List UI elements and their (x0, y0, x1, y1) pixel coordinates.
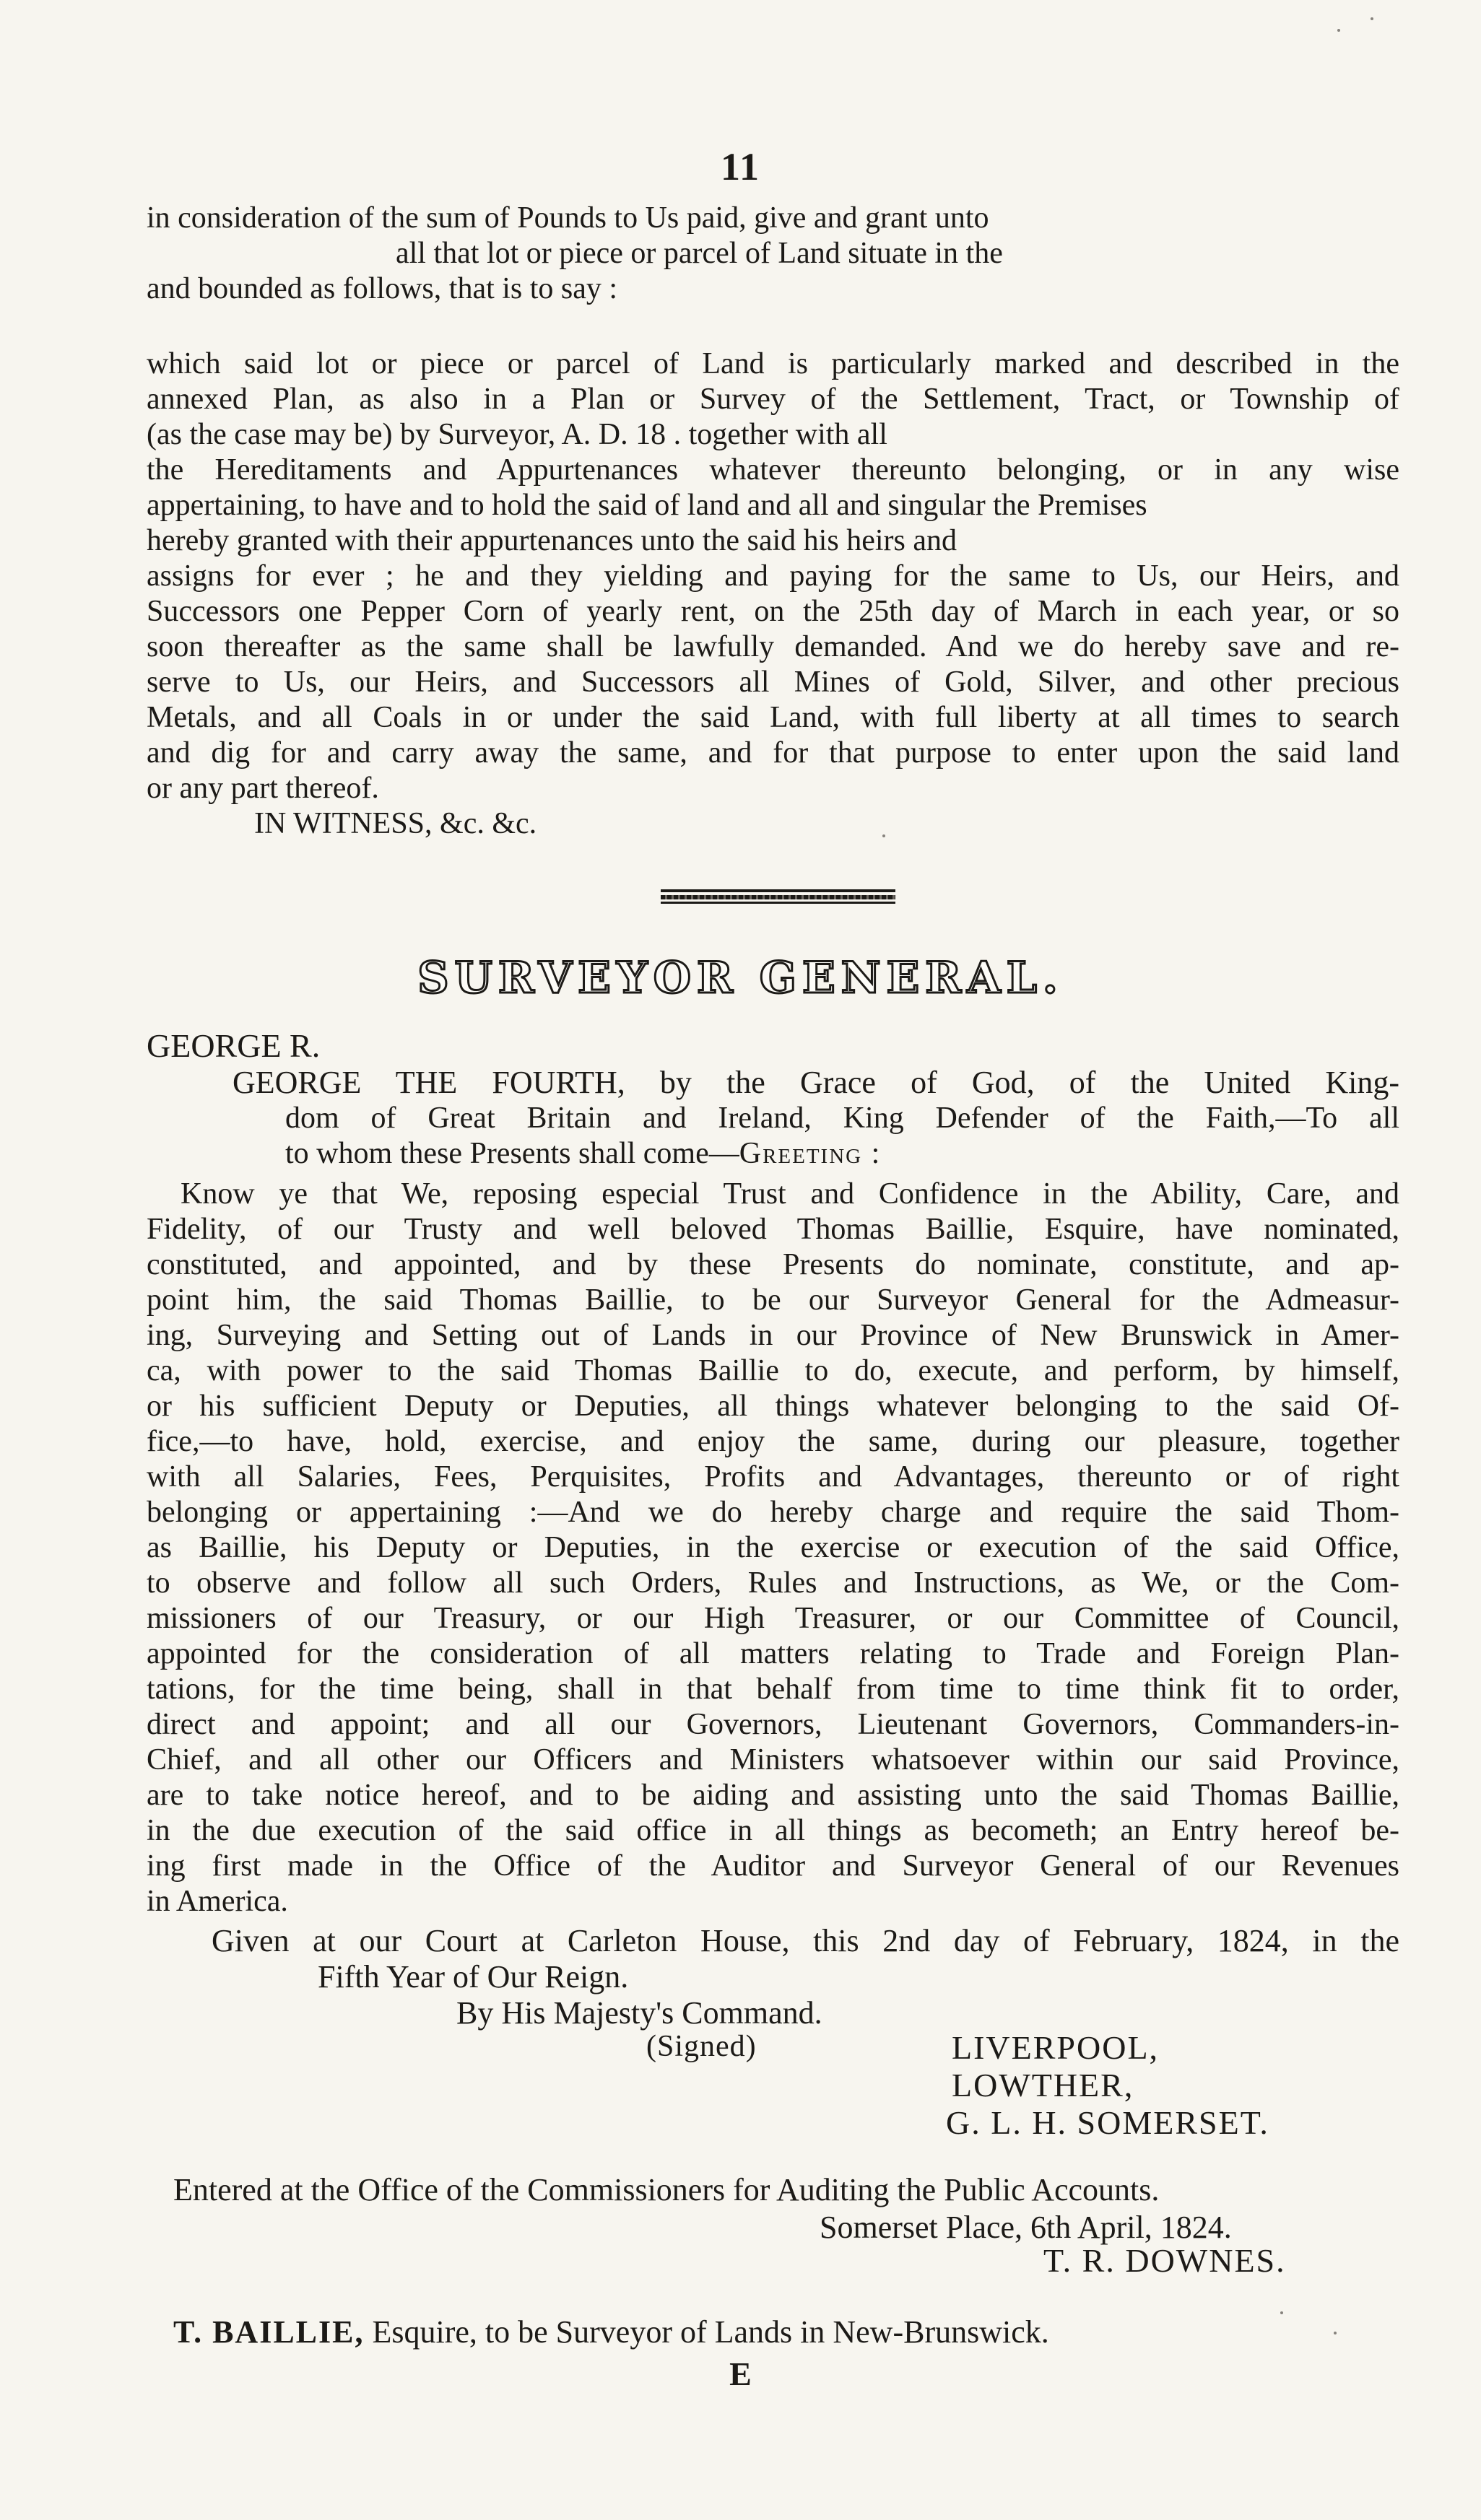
section-heading: SURVEYOR GENERAL. (417, 953, 1064, 1003)
grant-line: in consideration of the sum of Pounds to Us paid, give and grant unto (147, 201, 989, 235)
grant-line: hereby granted with their appurtenances unto the said his heirs and (147, 524, 957, 557)
grant-line: which said lot or piece or parcel of Land is particularly marked and described in the (147, 347, 1399, 380)
grant-line: Successors one Pepper Corn of yearly rent, on the 25th day of March in each year, or so (147, 595, 1399, 628)
body-line: missioners of our Treasury, or our High Treasurer, or our Committee of Council, (147, 1602, 1399, 1635)
grant-line: assigns for ever ; he and they yielding and paying for the same to Us, our Heirs, and (147, 559, 1399, 593)
ornamental-divider (661, 886, 895, 907)
body-line: point him, the said Thomas Baillie, to be our Surveyor General for the Admeasur- (147, 1283, 1399, 1317)
body-line: ing, Surveying and Setting out of Lands in our Province of New Brunswick in Amer- (147, 1319, 1399, 1352)
body-line: to observe and follow all such Orders, Rules and Instructions, as We, or the Com- (147, 1566, 1399, 1600)
signed-label: (Signed) (646, 2030, 757, 2063)
intro-line (285, 1136, 1368, 1171)
body-line: in the due execution of the said office in all things as becometh; an Entry hereof be- (147, 1814, 1399, 1847)
grant-line: and bounded as follows, that is to say : (147, 272, 618, 305)
grant-line: (as the case may be) by Surveyor, A. D. 18 . together with all (147, 418, 887, 451)
body-line: constituted, and appointed, and by these Presents do nominate, constitute, and ap- (147, 1248, 1399, 1281)
footer-name: T. BAILLIE, (173, 2314, 365, 2350)
grant-line: appertaining, to have and to hold the said of land and all and singular the Premises (147, 489, 1147, 522)
given-line: Fifth Year of Our Reign. (318, 1959, 629, 1994)
command-line: By His Majesty's Command. (456, 1995, 822, 2031)
place-date: Somerset Place, 6th April, 1824. (820, 2210, 1232, 2245)
intro-text: to whom these Presents shall come— (285, 1137, 739, 1170)
footer-text: Esquire, to be Surveyor of Lands in New-Brunswick. (364, 2314, 1049, 2350)
body-line: with all Salaries, Fees, Perquisites, Profits and Advantages, thereunto or of right (147, 1460, 1399, 1494)
given-line: Given at our Court at Carleton House, this 2nd day of February, 1824, in the (212, 1923, 1399, 1958)
body-line: Chief, and all other our Officers and Ministers whatsoever within our said Province, (147, 1743, 1399, 1776)
body-line: tations, for the time being, shall in that behalf from time to time think fit to order, (147, 1673, 1399, 1706)
body-line: in America. (147, 1885, 288, 1918)
scan-speck (1337, 29, 1340, 32)
grant-line: soon thereafter as the same shall be lawfully demanded. And we do hereby save and re- (147, 630, 1399, 663)
footer-line (173, 2314, 1049, 2350)
body-line: ing first made in the Office of the Auditor and Surveyor General of our Revenues (147, 1849, 1399, 1883)
signatory: LOWTHER, (952, 2067, 1134, 2103)
body-line: or his sufficient Deputy or Deputies, all things whatever belonging to the said Of- (147, 1390, 1399, 1423)
scan-speck (1280, 2311, 1283, 2314)
in-witness-line: IN WITNESS, &c. &c. (254, 807, 537, 840)
auditor-signature: T. R. DOWNES. (1043, 2242, 1286, 2279)
grant-line: the Hereditaments and Appurtenances whatever thereunto belonging, or in any wise (147, 453, 1399, 487)
greeting: Greeting : (739, 1137, 882, 1170)
entered-line: Entered at the Office of the Commissioners for Auditing the Public Accounts. (173, 2172, 1160, 2207)
body-line: Know ye that We, reposing especial Trust and Confidence in the Ability, Care, and (181, 1177, 1399, 1211)
scan-speck (1371, 17, 1373, 20)
signatory: LIVERPOOL, (952, 2029, 1160, 2066)
body-line: belonging or appertaining :—And we do hereby charge and require the said Thom- (147, 1496, 1399, 1529)
grant-line: serve to Us, our Heirs, and Successors all Mines of Gold, Silver, and other precious (147, 666, 1399, 699)
body-line: appointed for the consideration of all matters relating to Trade and Foreign Plan- (147, 1637, 1399, 1670)
intro-line: dom of Great Britain and Ireland, King Defender of the Faith,—To all (285, 1102, 1399, 1135)
grant-line: Metals, and all Coals in or under the said Land, with full liberty at all times to search (147, 701, 1399, 734)
grant-line: or any part thereof. (147, 772, 379, 805)
body-line: as Baillie, his Deputy or Deputies, in the exercise or execution of the said Office, (147, 1531, 1399, 1564)
body-line: Fidelity, of our Trusty and well beloved Thomas Baillie, Esquire, have nominated, (147, 1213, 1399, 1246)
body-line: fice,—to have, hold, exercise, and enjoy the same, during our pleasure, together (147, 1425, 1399, 1458)
body-line: direct and appoint; and all our Governors, Lieutenant Governors, Commanders-in- (147, 1708, 1399, 1741)
grant-line: all that lot or piece or parcel of Land situate in the (396, 237, 1003, 270)
grant-line: and dig for and carry away the same, and for that purpose to enter upon the said land (147, 736, 1399, 769)
scan-speck (1334, 2332, 1337, 2334)
signature-mark: E (729, 2355, 752, 2392)
scan-speck (882, 834, 885, 837)
page-number: 11 (720, 145, 761, 188)
body-line: ca, with power to the said Thomas Baillie to do, execute, and perform, by himself, (147, 1354, 1399, 1387)
salutation: GEORGE R. (147, 1027, 321, 1064)
signatory: G. L. H. SOMERSET. (946, 2104, 1269, 2141)
body-line: are to take notice hereof, and to be aiding and assisting unto the said Thomas Baillie, (147, 1779, 1399, 1812)
grant-line: annexed Plan, as also in a Plan or Survey of the Settlement, Tract, or Township of (147, 383, 1399, 416)
intro-line: GEORGE THE FOURTH, by the Grace of God, of the United King- (233, 1065, 1399, 1100)
